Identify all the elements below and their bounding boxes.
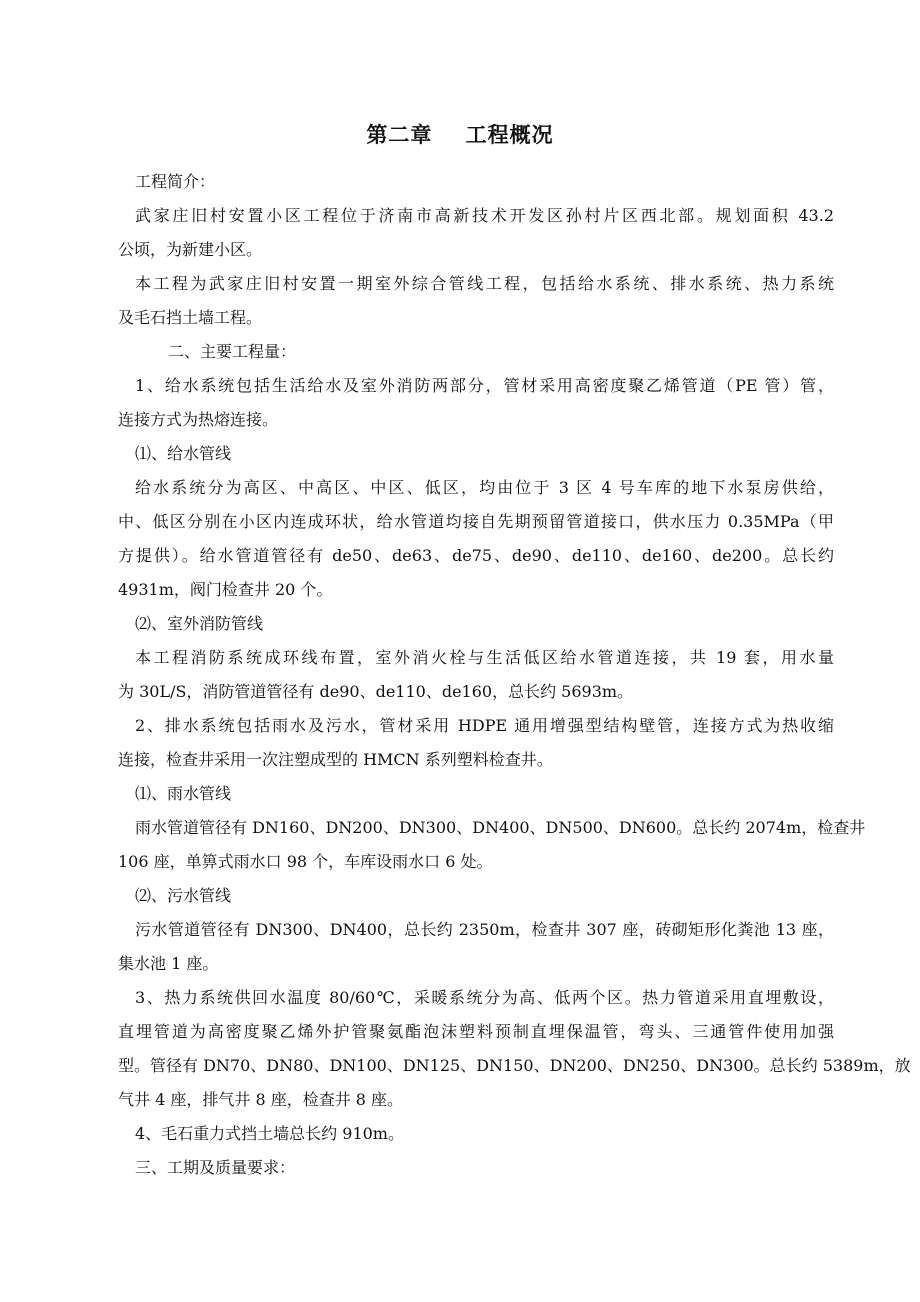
- paragraph-line: 给水系统分为高区、中高区、中区、低区，均由位于 3 区 4 号车库的地下水泵房供给，: [135, 478, 834, 497]
- section-heading: 三、工期及质量要求：: [135, 1158, 296, 1177]
- subsection-heading: ⑵、污水管线: [135, 886, 232, 905]
- paragraph-line: 气井 4 座，排气井 8 座，检查井 8 座。: [118, 1090, 404, 1109]
- paragraph-line: 连接方式为热熔连接。: [118, 410, 279, 429]
- subsection-heading: ⑴、雨水管线: [135, 784, 232, 803]
- chapter-title: 第二章 工程概况: [366, 123, 554, 147]
- paragraph-line: 型。管径有 DN70、DN80、DN100、DN125、DN150、DN200、DN250、DN300。总长约 5389m，放: [118, 1056, 911, 1075]
- section-heading: 二、主要工程量：: [168, 342, 297, 361]
- paragraph-line: 4、毛石重力式挡土墙总长约 910m。: [135, 1124, 404, 1143]
- paragraph-line: 本工程为武家庄旧村安置一期室外综合管线工程，包括给水系统、排水系统、热力系统: [135, 274, 834, 293]
- paragraph-line: 106 座，单箅式雨水口 98 个，车库设雨水口 6 处。: [118, 852, 493, 871]
- paragraph-line: 连接，检查井采用一次注塑成型的 HMCN 系列塑料检查井。: [118, 750, 553, 769]
- paragraph-line: 雨水管道管径有 DN160、DN200、DN300、DN400、DN500、DN600。总长约 2074m，检查井: [135, 818, 866, 837]
- paragraph-line: 公顷，为新建小区。: [118, 240, 263, 259]
- paragraph-line: 集水池 1 座。: [118, 954, 219, 973]
- paragraph-line: 3、热力系统供回水温度 80/60℃，采暖系统分为高、低两个区。热力管道采用直埋敷设，: [135, 988, 834, 1007]
- paragraph-line: 1、给水系统包括生活给水及室外消防两部分，管材采用高密度聚乙烯管道（PE 管）管，: [135, 376, 834, 395]
- paragraph-line: 直埋管道为高密度聚乙烯外护管聚氨酯泡沫塑料预制直埋保温管，弯头、三通管件使用加强: [118, 1022, 834, 1041]
- paragraph-line: 及毛石挡土墙工程。: [118, 308, 263, 327]
- subsection-heading: ⑵、室外消防管线: [135, 614, 264, 633]
- paragraph-line: 4931m，阀门检查井 20 个。: [118, 580, 333, 599]
- paragraph-line: 为 30L/S，消防管道管径有 de90、de110、de160，总长约 5693m。: [118, 682, 634, 701]
- paragraph-line: 工程简介：: [135, 172, 216, 191]
- subsection-heading: ⑴、给水管线: [135, 444, 232, 463]
- paragraph-line: 方提供）。给水管道管径有 de50、de63、de75、de90、de110、de160、de200。总长约: [118, 546, 834, 565]
- paragraph-line: 污水管道管径有 DN300、DN400，总长约 2350m，检查井 307 座，砖砌矩形化粪池 13 座，: [135, 920, 834, 939]
- paragraph-line: 2、排水系统包括雨水及污水，管材采用 HDPE 通用增强型结构壁管，连接方式为热收缩: [135, 716, 834, 735]
- paragraph-line: 武家庄旧村安置小区工程位于济南市高新技术开发区孙村片区西北部。规划面积 43.2: [135, 206, 834, 225]
- paragraph-line: 本工程消防系统成环线布置，室外消火栓与生活低区给水管道连接，共 19 套，用水量: [135, 648, 834, 667]
- paragraph-line: 中、低区分别在小区内连成环状，给水管道均接自先期预留管道接口，供水压力 0.35MPa（甲: [118, 512, 834, 531]
